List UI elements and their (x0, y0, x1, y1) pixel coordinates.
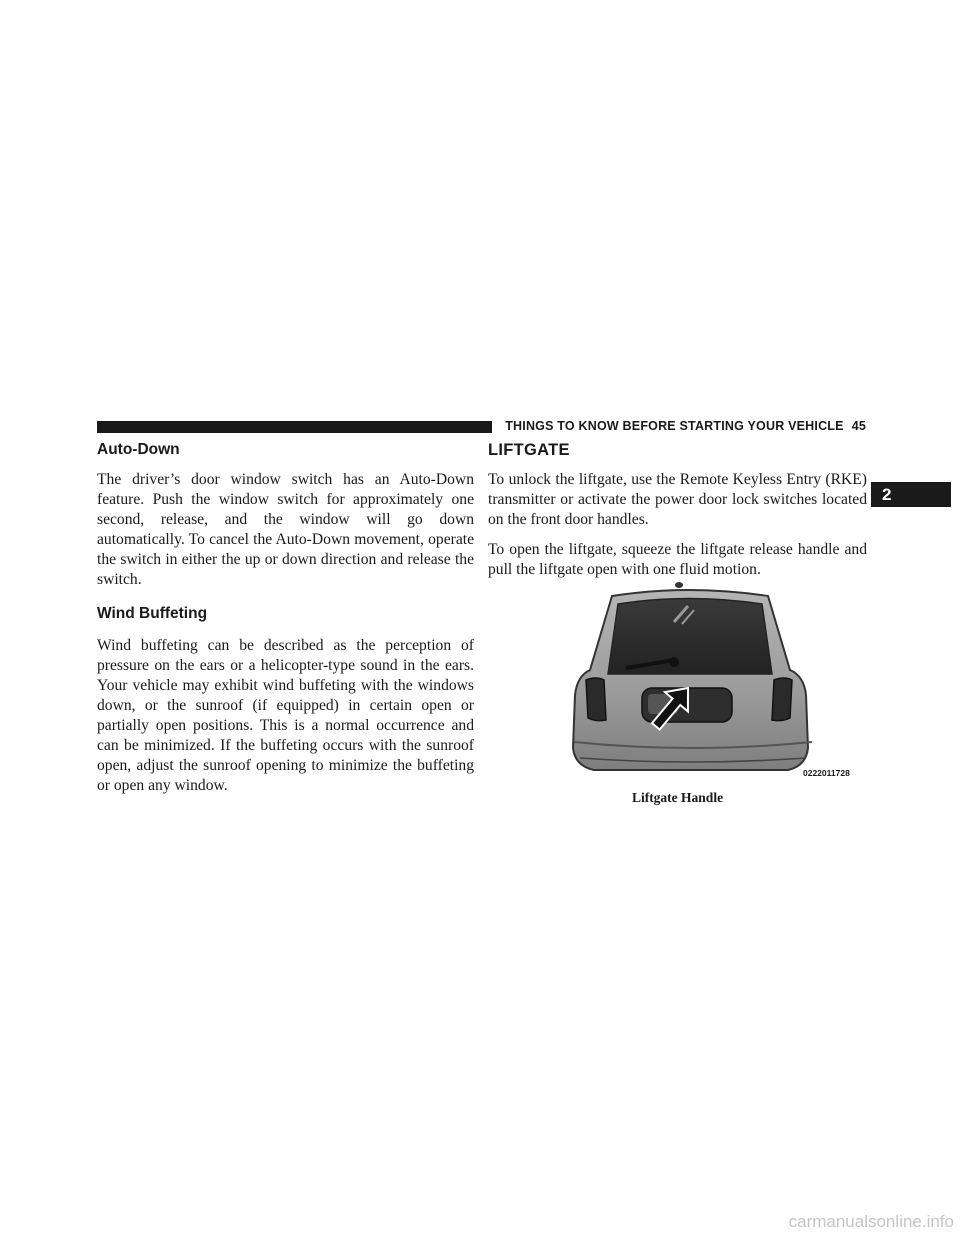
left-column (97, 440, 474, 796)
car-rear-icon (566, 580, 856, 785)
figure-code: 0222011728 (803, 768, 850, 778)
liftgate-paragraph-2: To open the liftgate, squeeze the liftgate release handle and pull the liftgate open with one fluid motion. (488, 541, 867, 578)
page-number: 45 (851, 419, 866, 433)
liftgate-heading: LIFTGATE (488, 441, 570, 459)
auto-down-paragraph: The driver’s door window switch has an Auto-Down feature. Push the window switch for approximately one second, release, and the window will go down automatically. To cancel the Auto-Down movement, operate the switch in either the up or down direction and release the switch. (97, 471, 474, 588)
figure-caption: Liftgate Handle (631, 790, 724, 805)
chapter-tab: 2 (871, 482, 951, 507)
liftgate-illustration (566, 580, 856, 785)
running-header (500, 419, 866, 433)
wind-buffeting-paragraph: Wind buffeting can be described as the perception of pressure on the ears or a helicopter-type sound in the ears. Your vehicle may exhibit wind buffeting with the windows down, or the sunroof (if equipped) in certain open or partially open positions. This is a normal occurrence and can be minimized. If the buffeting occurs with the sunroof open, adjust the sunroof opening to minimize the buffeting or open any window. (97, 637, 474, 794)
header-title: THINGS TO KNOW BEFORE STARTING YOUR VEHICLE (505, 419, 844, 433)
wind-buffeting-heading: Wind Buffeting (97, 605, 208, 622)
auto-down-heading: Auto-Down (97, 441, 180, 458)
watermark: carmanualsonline.info (788, 1212, 954, 1231)
liftgate-paragraph-1: To unlock the liftgate, use the Remote Keyless Entry (RKE) transmitter or activate the power door lock switches located on the front door handles. (488, 471, 867, 528)
header-rule (97, 421, 492, 433)
right-column (488, 440, 867, 580)
